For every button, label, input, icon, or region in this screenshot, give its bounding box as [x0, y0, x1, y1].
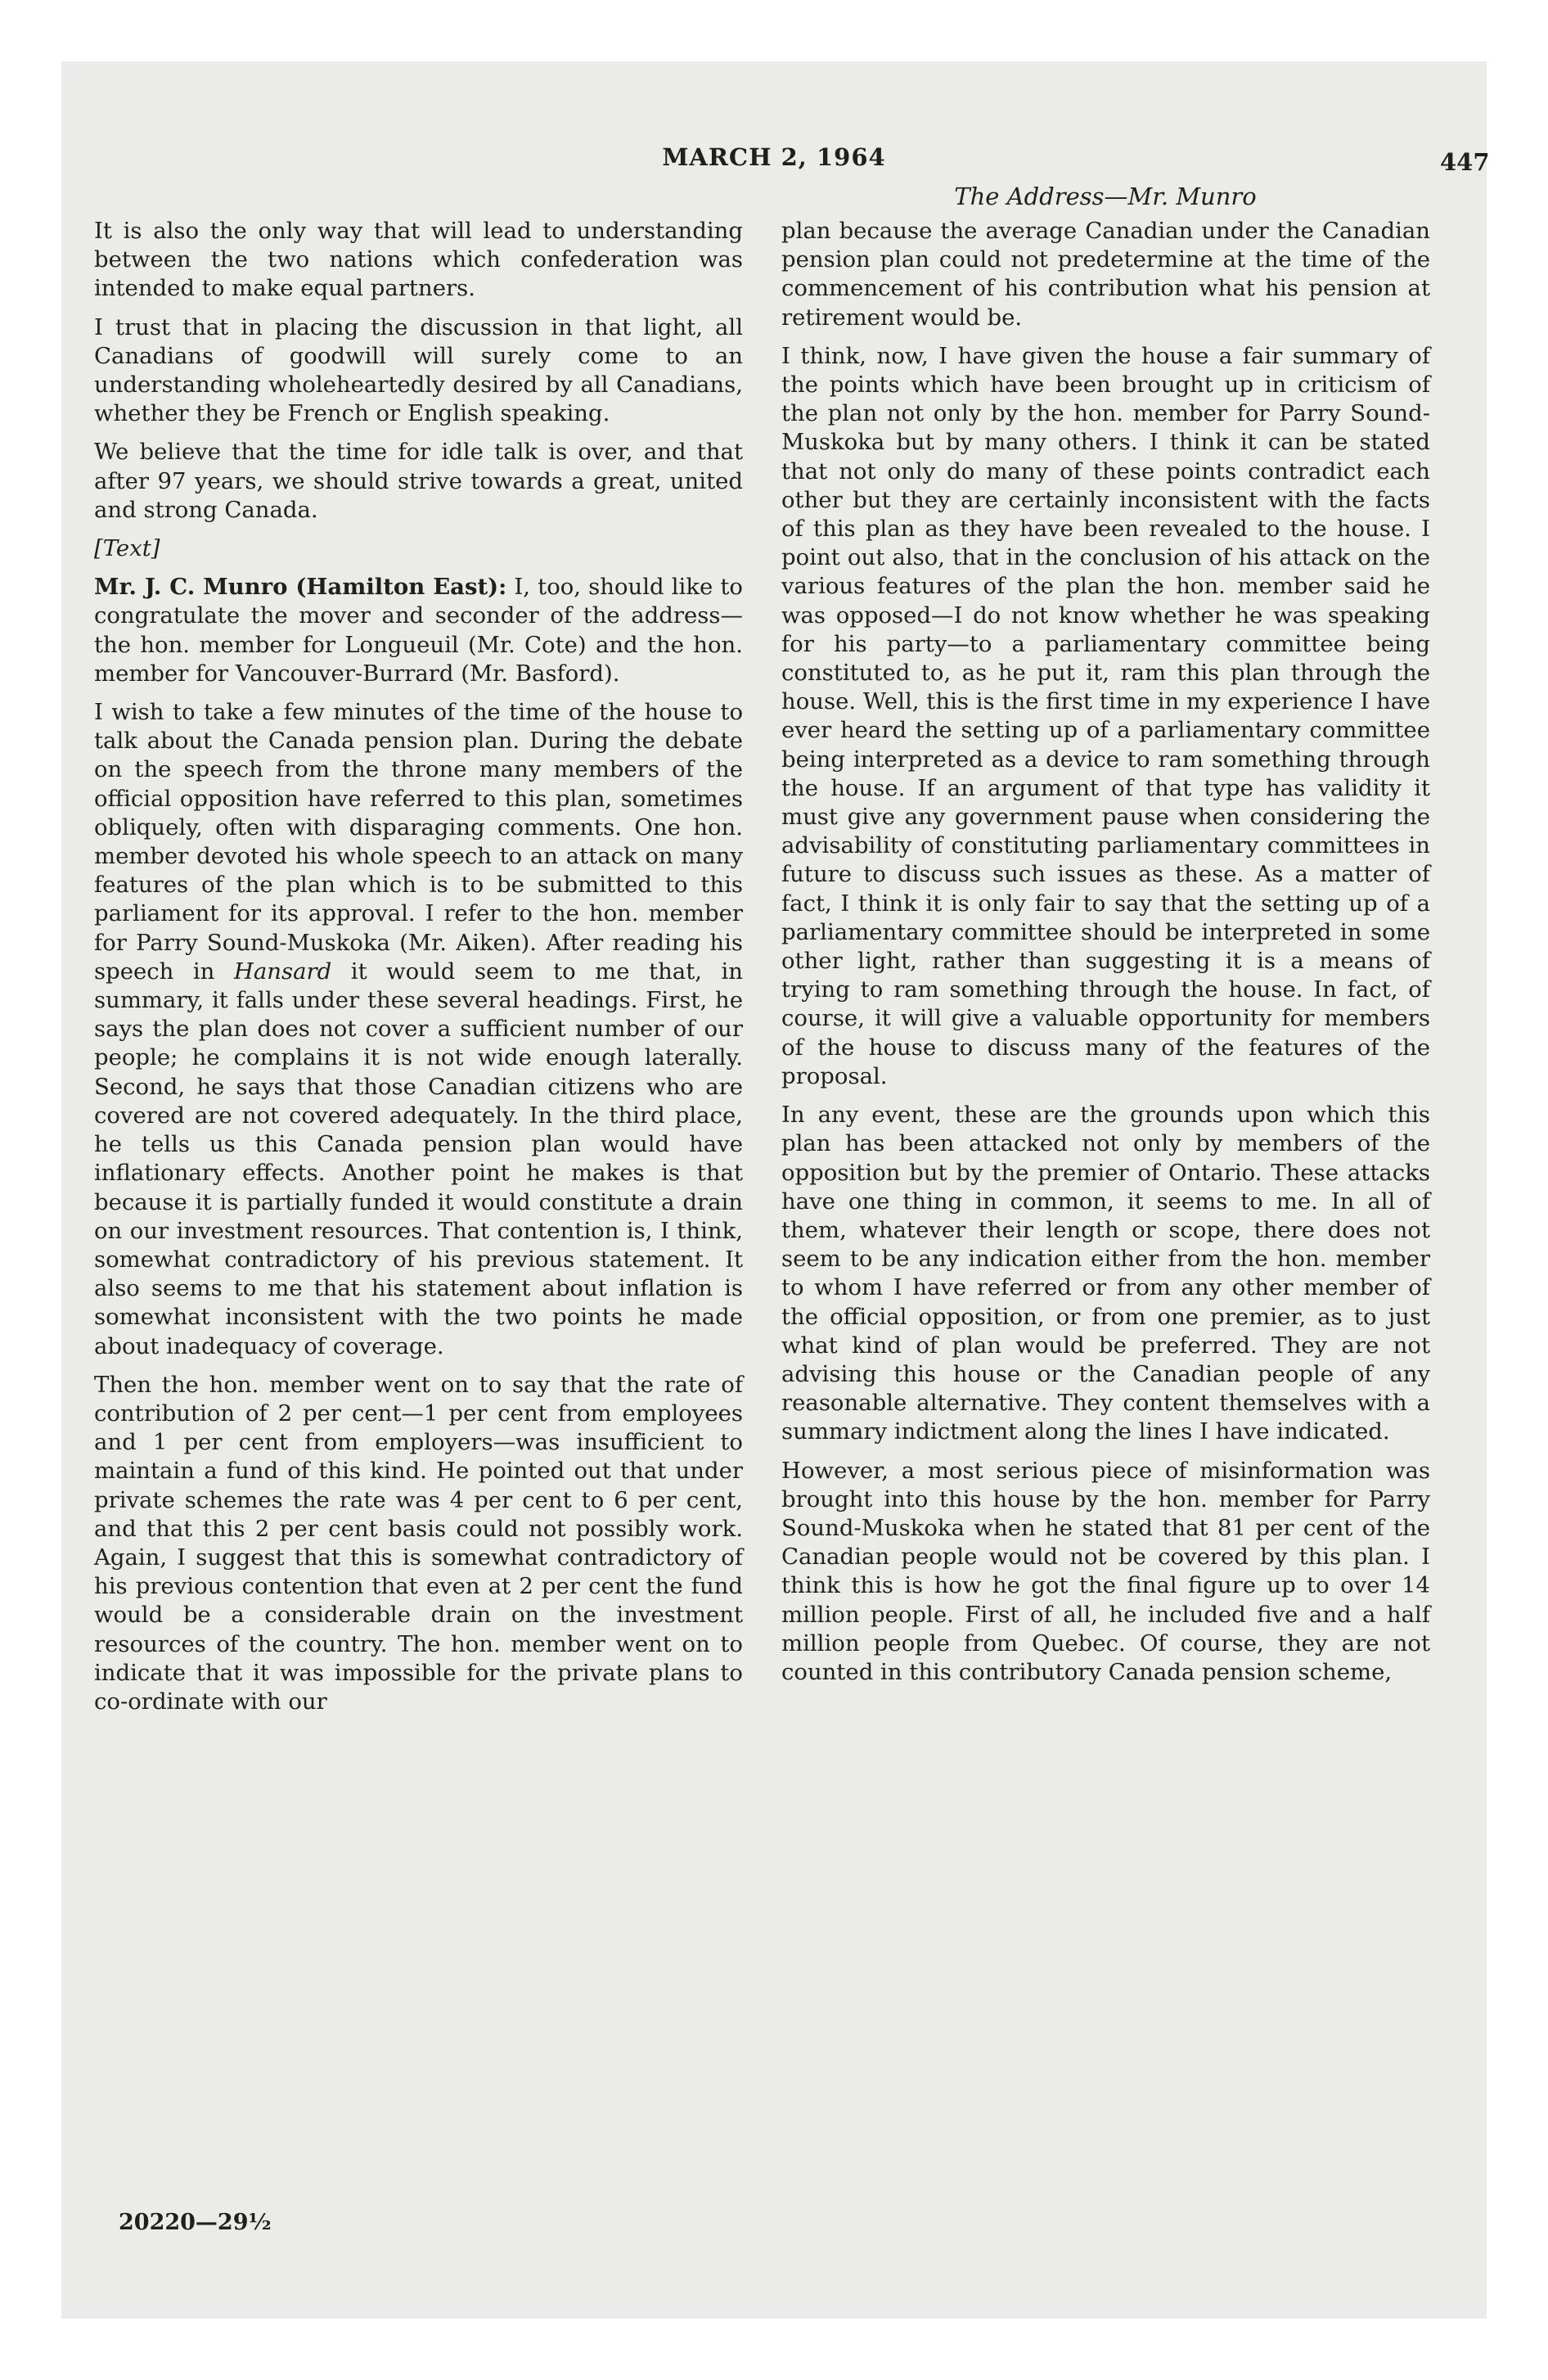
right-column — [781, 217, 1430, 1697]
paragraph: We believe that the time for idle talk is over, and that after 97 years, we should strive towards a great, united and strong Canada. — [94, 439, 743, 523]
paragraph: Then the hon. member went on to say that the rate of contribution of 2 per cent—1 per cent from employees and 1 per cent from employers—was insufficient to maintain a fund of this kind. He pointed out that under private schemes the rate was 4 per cent to 6 per cent, and that this 2 per cent basis could not possibly work. Again, I suggest that this is somewhat contradictory of his previous contention that even at 2 per cent the fund would be a considerable drain on the investment resources of the country. The hon. member went on to indicate that it was impossible for the private plans to co-ordinate with our — [94, 1371, 743, 1715]
paragraph — [94, 698, 743, 1361]
hansard-reference: Hansard — [233, 958, 332, 985]
signature-mark: 20220—29½ — [119, 2210, 272, 2235]
text-marker: [Text] — [94, 535, 160, 562]
speech-text: it would seem to me that, in summary, it falls under these several headings. First, he says the plan does not cover a sufficient number of our people; he complains it is not wide enough laterally. Second, he says that those Canadian citizens who are covered are not covered adequately. In the third place, he tells us this Canada pension plan would have inflationary effects. Another point he makes is that because it is partially funded it would constitute a drain on our investment resources. That contention is, I think, somewhat contradictory of his previous statement. It also seems to me that his statement about inflation is somewhat inconsistent with the two points he made about inadequacy of coverage. — [94, 958, 743, 1359]
paragraph: plan because the average Canadian under the Canadian pension plan could not predetermine at the time of the commencement of his contribution what his pension at retirement would be. — [781, 218, 1430, 331]
left-column — [94, 217, 743, 1726]
paragraph: It is also the only way that will lead to understanding between the two nations which confederation was intended to make equal partners. — [94, 218, 743, 302]
running-head: The Address—Mr. Munro — [954, 183, 1257, 210]
paragraph: However, a most serious piece of misinformation was brought into this house by the hon. member for Parry Sound-Muskoka when he stated that 81 per cent of the Canadian people would not be covered by this plan. I think this is how he got the final figure up to over 14 million people. First of all, he included five and a half million people from Quebec. Of course, they are not counted in this contributory Canada pension scheme, — [781, 1457, 1430, 1685]
speech-text: I, too, should like to congratulate the mover and seconder of the address—the hon. member for Longueuil (Mr. Cote) and the hon. member for Vancouver-Burrard (Mr. Basford). — [94, 574, 743, 687]
header-date: MARCH 2, 1964 — [662, 143, 886, 171]
document-page — [61, 61, 1490, 2319]
speech-text: I wish to take a few minutes of the time of the house to talk about the Canada pension plan. During the debate on the speech from the throne many members of the official opposition have referred to this plan, sometimes obliquely, often with disparaging comments. One hon. member devoted his whole speech to an attack on many features of the plan which is to be submitted to this parliament for its approval. I refer to the hon. member for Parry Sound-Muskoka (Mr. Aiken). After reading his speech in — [94, 699, 743, 985]
paragraph — [94, 573, 743, 688]
paragraph: I trust that in placing the discussion in that light, all Canadians of goodwill will surely come to an understanding wholeheartedly desired by all Canadians, whether they be French or English speaking. — [94, 313, 743, 427]
paragraph: In any event, these are the grounds upon which this plan has been attacked not only by members of the opposition but by the premier of Ontario. These attacks have one thing in common, it seems to me. In all of them, whatever their length or scope, there does not seem to be any indication either from the hon. member to whom I have referred or from any other member of the official opposition, or from one premier, as to just what kind of plan would be preferred. They are not advising this house or the Canadian people of any reasonable alternative. They content themselves with a summary indictment along the lines I have indicated. — [781, 1102, 1430, 1445]
page-number: 447 — [1440, 148, 1490, 176]
paragraph: I think, now, I have given the house a fair summary of the points which have been brought up in criticism of the plan not only by the hon. member for Parry Sound-Muskoka but by many others. I think it can be stated that not only do many of these points contradict each other but they are certainly inconsistent with the facts of this plan as they have been revealed to the house. I point out also, that in the conclusion of his attack on the various features of the plan the hon. member said he was opposed—I do not know whether he was speaking for his party—to a parliamentary committee being constituted to, as he put it, ram this plan through the house. Well, this is the first time in my experience I have ever heard the setting up of a parliamentary committee being interpreted as a device to ram something through the house. If an argument of that type has validity it must give any government pause when considering the advisability of constituting parliamentary committees in future to discuss such issues as these. As a matter of fact, I think it is only fair to say that the setting up of a parliamentary committee should be interpreted in some other light, rather than suggesting it is a means of trying to ram something through the house. In fact, of course, it will give a valuable opportunity for members of the house to discuss many of the features of the proposal. — [781, 342, 1430, 1089]
speaker-name: Mr. J. C. Munro (Hamilton East): — [94, 574, 507, 601]
